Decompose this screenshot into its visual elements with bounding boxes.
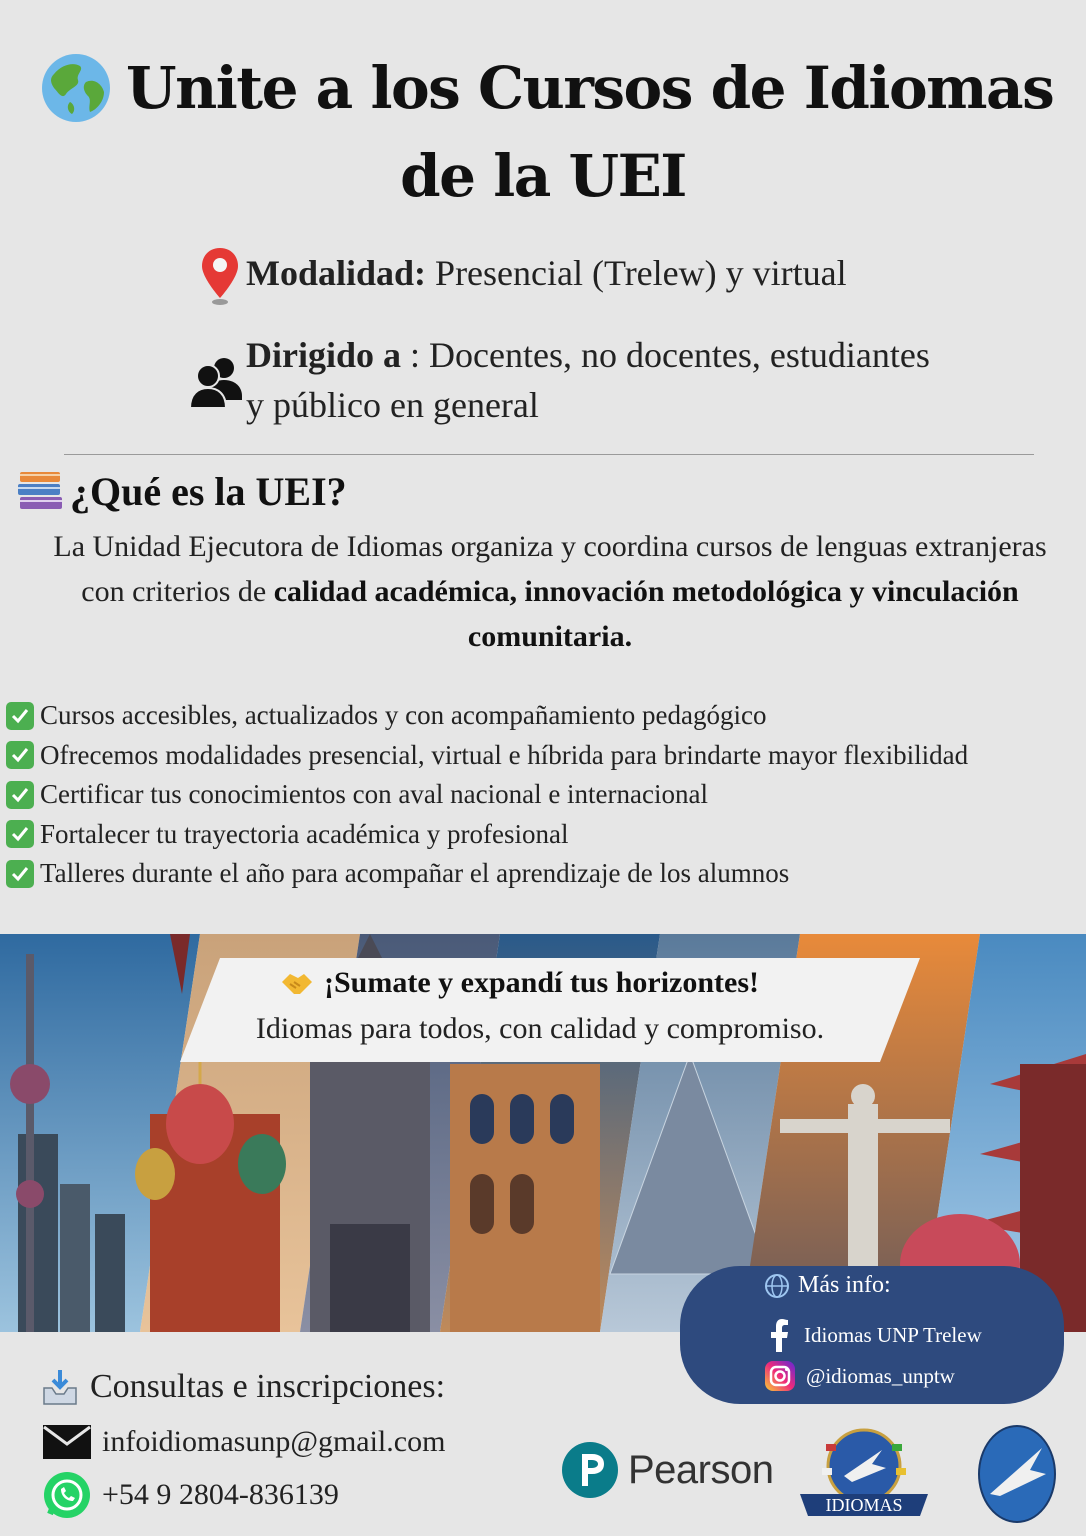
phone-number: +54 9 2804-836139 [102, 1478, 339, 1511]
title-row [40, 48, 1060, 128]
description-paragraph [40, 524, 1060, 659]
pearson-logo [562, 1440, 773, 1500]
facebook-link[interactable] [764, 1318, 982, 1352]
check-icon [6, 781, 34, 809]
contact-heading-row [40, 1368, 445, 1406]
inbox-icon [40, 1368, 80, 1406]
dirigido-label: Dirigido a [246, 335, 402, 375]
check-icon [6, 860, 34, 888]
banner-title: ¡Sumate y expandí tus horizontes! [324, 966, 760, 999]
mail-icon [42, 1424, 92, 1460]
facebook-icon [764, 1318, 794, 1352]
list-item [6, 696, 1082, 736]
phone-link[interactable] [42, 1470, 339, 1520]
list-item [6, 815, 1082, 855]
dirigido-row [246, 334, 930, 376]
description-highlight: calidad académica, innovación metodológica y vinculación comunitaria. [273, 575, 1019, 653]
section-heading: ¿Qué es la UEI? [70, 469, 347, 514]
globe-icon [40, 52, 112, 124]
list-item-text: Certificar tus conocimientos con aval nacional e internacional [40, 779, 708, 810]
instagram-icon [764, 1360, 796, 1392]
check-icon [6, 820, 34, 848]
list-item-text: Cursos accesibles, actualizados y con acompañamiento pedagógico [40, 700, 767, 731]
dirigido-value-line1: : Docentes, no docentes, estudiantes [401, 335, 930, 375]
banner-title-row [280, 966, 900, 1000]
more-info-title: Más info: [798, 1272, 891, 1298]
modalidad-label: Modalidad: [246, 253, 427, 293]
people-icon [188, 352, 244, 410]
email-link[interactable] [42, 1424, 445, 1460]
dirigido-value-line2: y público en general [246, 385, 539, 425]
more-info-title-row [764, 1272, 891, 1299]
modalidad-row [246, 252, 847, 294]
whatsapp-icon [42, 1470, 92, 1520]
location-pin-icon [200, 246, 240, 306]
web-icon [764, 1273, 790, 1299]
list-item [6, 736, 1082, 776]
check-icon [6, 702, 34, 730]
pearson-wordmark: Pearson [628, 1447, 774, 1492]
handshake-icon [280, 970, 314, 996]
instagram-link[interactable] [764, 1360, 955, 1392]
unp-logo [976, 1424, 1058, 1524]
facebook-handle: Idiomas UNP Trelew [804, 1322, 982, 1347]
list-item-text: Ofrecemos modalidades presencial, virtual e híbrida para brindarte mayor flexibilidad [40, 739, 969, 770]
list-item-text: Fortalecer tu trayectoria académica y profesional [40, 818, 569, 849]
email-address: infoidiomasunp@gmail.com [102, 1425, 446, 1458]
list-item [6, 854, 1082, 894]
check-icon [6, 741, 34, 769]
page-title-line2: de la UEI [400, 142, 686, 210]
pearson-icon [562, 1440, 618, 1500]
banner-subtitle: Idiomas para todos, con calidad y compromiso. [255, 1012, 825, 1045]
idiomas-logo [792, 1424, 936, 1520]
list-item-text: Talleres durante el año para acompañar el aprendizaje de los alumnos [40, 858, 790, 889]
page-title: Unite a los Cursos de Idiomas [126, 54, 1054, 122]
list-item [6, 775, 1082, 815]
contact-heading: Consultas e inscripciones: [90, 1368, 446, 1405]
description-text: La Unidad Ejecutora de Idiomas organiza y coordina cursos de lenguas extranjeras con criterios de [53, 530, 1047, 608]
idiomas-logo-text: IDIOMAS [825, 1495, 903, 1515]
benefits-list [6, 696, 1082, 894]
divider [64, 454, 1034, 455]
modalidad-value: Presencial (Trelew) y virtual [435, 253, 847, 293]
books-icon [16, 466, 66, 516]
instagram-handle: @idiomas_unptw [806, 1363, 955, 1388]
